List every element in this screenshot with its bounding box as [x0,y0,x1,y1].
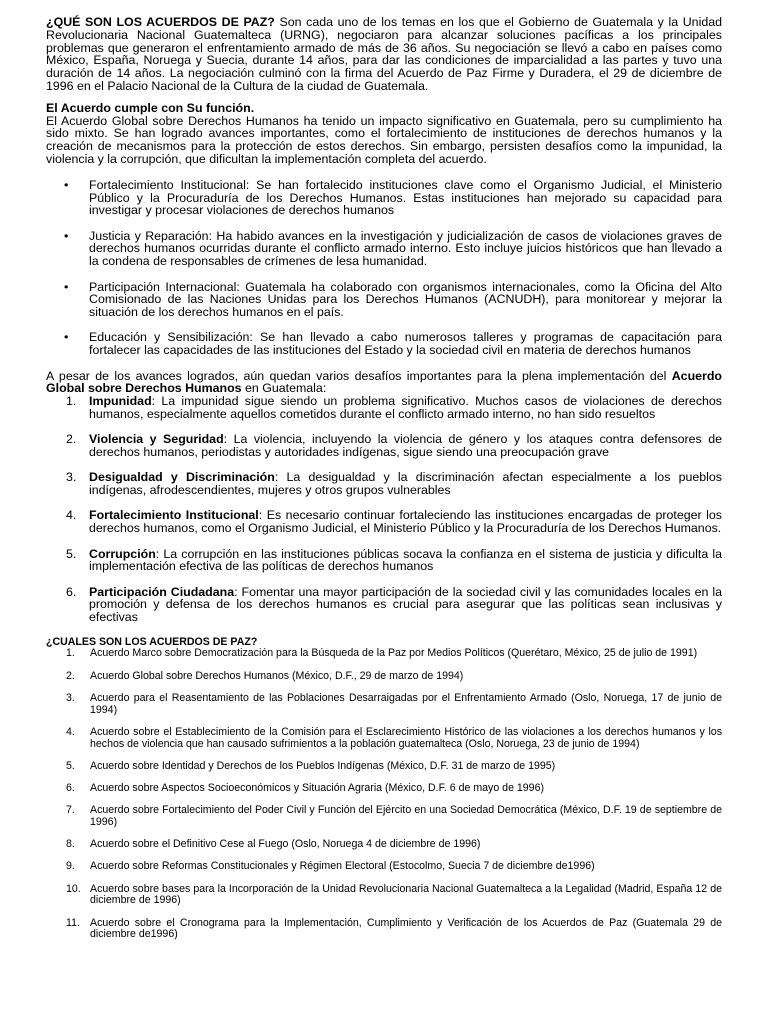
list-item [46,648,722,660]
bullet-icon: • [64,177,69,192]
bullet-icon: • [64,279,69,294]
item-text: : La impunidad sigue siendo un problema significativo. Muchos casos de violaciones de derechos humanos, especialmente aquellos cometidos durante el conflicto armado interno, no han sido resueltos [89,394,722,421]
challenges-intro-bold: Acuerdo Global sobre Derechos Humanos [46,368,722,396]
item-text: Acuerdo sobre bases para la Incorporación de la Unidad Revolucionaria Nacional Guatemalteca a la Legalidad (Madrid, España 12 de diciembre de 1996) [90,882,722,907]
section-body-function: El Acuerdo Global sobre Derechos Humanos ha tenido un impacto significativo en Guatemala, pero su cumplimiento ha sido mixto. Se han logrado avances importantes, como el fortalecimiento de instituciones de derechos humanos y la creación de mecanismos para la protección de estos derechos. Sin embargo, persisten desafíos como la impunidad, la violencia y la corrupción, que dificultan la implementación completa del acuerdo. [46,113,722,166]
list-item [46,179,722,217]
item-number: 2. [66,669,75,682]
item-text: Acuerdo para el Reasentamiento de las Poblaciones Desarraigadas por el Enfrentamiento Armado (Oslo, Noruega, 17 de junio de 1994) [90,691,722,716]
item-text: : La violencia, incluyendo la violencia de género y los ataques contra defensores de derechos humanos, periodistas y autoridades indígenas, sigue siendo una preocupación grave [89,432,722,460]
item-title: Corrupción [89,546,156,561]
item-text: Acuerdo sobre el Cronograma para la Implementación, Cumplimiento y Verificación de los Acuerdos de Paz (Guatemala 29 de diciembre de1996) [90,916,722,941]
bullet-icon: • [64,330,69,345]
item-text: Acuerdo sobre el Establecimiento de la Comisión para el Esclarecimiento Histórico de las violaciones a los derechos humanos y los hechos de violencia que han causado sufrimientos a la población guatemalteca (Oslo, Noruega, 23 de junio de 1994) [90,725,722,750]
item-number: 2. [66,432,77,447]
item-text: Acuerdo sobre Aspectos Socioeconómicos y Situación Agraria (México, D.F. 6 de mayo de 1996) [90,782,544,795]
item-title: Participación Ciudadana [89,584,235,599]
bullet-icon: • [64,228,69,243]
list-item [46,861,722,873]
item-number: 5. [66,759,75,772]
list-item-text: Fortalecimiento Institucional: Se han fortalecido instituciones clave como el Organismo Judicial, el Ministerio Público y la Procuraduría de los Derechos Humanos. Estas instituciones han mejorado su capacidad para investigar y procesar violaciones de derechos humanos [89,177,722,218]
item-text: Acuerdo sobre el Definitivo Cese al Fuego (Oslo, Noruega 4 de diciembre de 1996) [90,838,481,851]
item-number: 6. [66,782,75,795]
list-item [46,509,722,535]
list-item [46,884,722,908]
list-item [46,918,722,942]
item-number: 10. [66,882,81,895]
item-text: Acuerdo Marco sobre Democratización para la Búsqueda de la Paz por Medios Políticos (Querétaro, México, 25 de julio de 1991) [90,647,698,660]
intro-paragraph [46,16,722,93]
item-number: 1. [66,394,77,409]
achievements-list [46,179,722,357]
item-text: : La corrupción en las instituciones públicas socava la confianza en el sistema de justicia y dificulta la implementación efectiva de las políticas de derechos humanos [89,546,722,574]
item-title: Violencia y Seguridad [89,432,224,447]
list-item [46,783,722,795]
list-item-text: Educación y Sensibilización: Se han llevado a cabo numerosos talleres y programas de capacitación para fortalecer las capacidades de las instituciones del Estado y la sociedad civil en materia de derechos humanos [89,330,722,358]
item-number: 3. [66,470,77,485]
list-item-text: Justicia y Reparación: Ha habido avances en la investigación y judicialización de casos de violaciones graves de derechos humanos ocurridas durante el conflicto armado interno. Esto incluye juicios históricos que han llevado a la condena de responsables de crímenes de lesa humanidad. [89,228,722,269]
item-text: Acuerdo Global sobre Derechos Humanos (México, D.F., 29 de marzo de 1994) [90,669,464,682]
item-number: 3. [66,691,75,704]
list-item [46,548,722,574]
list-item [46,839,722,851]
accords-heading: ¿CUALES SON LOS ACUERDOS DE PAZ? [46,636,258,649]
item-number: 1. [66,647,75,660]
item-text: : Es necesario continuar fortaleciendo las instituciones encargadas de proteger los derechos humanos, como el Organismo Judicial, el Ministerio Público y la Procuraduría de los Derechos Humanos. [89,508,722,536]
list-item [46,281,722,319]
list-item [46,331,722,357]
intro-question: ¿QUÉ SON LOS ACUERDOS DE PAZ? [46,15,275,29]
item-text: : Fomentar una mayor participación de la sociedad civil y las comunidades locales en la promoción y defensa de los derechos humanos es crucial para asegurar que las políticas sean inclusivas y efectivas [89,584,722,625]
list-item [46,586,722,624]
item-text: : La desigualdad y la discriminación afectan especialmente a los pueblos indígenas, afrodescendientes, mujeres y otros grupos vulnerables [89,470,723,498]
section-heading-function: El Acuerdo cumple con Su función. [46,100,255,115]
item-number: 5. [66,546,77,561]
list-item [46,693,722,717]
list-item [46,671,722,683]
list-item [46,805,722,829]
item-number: 6. [66,584,77,599]
list-item [46,727,722,751]
item-number: 9. [66,860,75,873]
list-item [46,471,722,497]
list-item-text: Participación Internacional: Guatemala ha colaborado con organismos internacionales, como la Oficina del Alto Comisionado de las Naciones Unidas para los Derechos Humanos (ACNUDH), para monitorear y mejorar la situación de los derechos humanos en el país. [89,279,722,320]
item-text: Acuerdo sobre Reformas Constitucionales y Régimen Electoral (Estocolmo, Suecia 7 de diciembre de1996) [90,860,595,873]
challenges-list [46,395,722,624]
list-item [46,433,722,459]
challenges-intro [46,370,722,396]
intro-text: Son cada uno de los temas en los que el Gobierno de Guatemala y la Unidad Revolucionaria Nacional Guatemalteca (URNG), negociaron para alcanzar soluciones pacíficas a los principales problemas que generaron el enfrentamiento armado de más de 36 años. Su negociación se llevó a cabo en países como México, España, Noruega y Suecia, durante 14 años, para dar las condiciones de imparcialidad a las partes y tuvo una duración de 14 años. La negociación culminó con la firma del Acuerdo de Paz Firme y Duradera, el 29 de diciembre de 1996 en el Palacio Nacional de la Cultura de la ciudad de Guatemala. [46,15,722,93]
list-item [46,230,722,268]
list-item [46,761,722,773]
item-number: 4. [66,508,77,523]
item-title: Fortalecimiento Institucional [89,508,259,523]
challenges-intro-end: en Guatemala: [241,381,327,396]
item-text: Acuerdo sobre Identidad y Derechos de los Pueblos Indígenas (México, D.F. 31 de marzo de 1995) [90,759,556,772]
item-number: 7. [66,804,75,817]
list-item [46,395,722,421]
item-number: 4. [66,725,75,738]
accords-list [46,648,722,941]
item-text: Acuerdo sobre Fortalecimiento del Poder Civil y Función del Ejército en una Sociedad Democrática (México, D.F. 19 de septiembre de 1996) [90,804,722,828]
item-number: 8. [66,838,75,851]
item-title: Impunidad [89,394,152,409]
item-title: Desigualdad y Discriminación [89,470,275,485]
challenges-intro-text: A pesar de los avances logrados, aún quedan varios desafíos importantes para la plena implementación del [46,368,672,383]
item-number: 11. [66,916,80,929]
